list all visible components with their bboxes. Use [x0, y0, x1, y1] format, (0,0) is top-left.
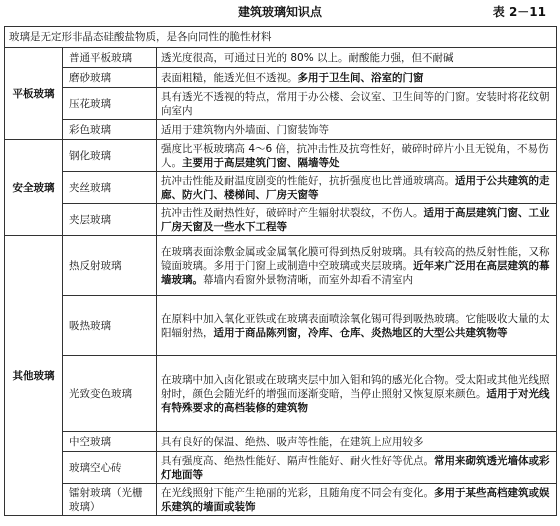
- category-label: 安全玻璃: [5, 140, 63, 236]
- table-row: [5, 204, 557, 236]
- glass-type: 玻璃空心砖: [63, 452, 157, 484]
- table-row: [5, 484, 557, 516]
- glass-description: 适用于建筑物内外墙面、门窗装饰等: [157, 120, 557, 140]
- glass-description: 在玻璃表面涂敷金属或金属氧化膜可得到热反射玻璃。具有较高的热反射性能，又称镜面玻璃。多用于门窗上或制造中空玻璃或夹层玻璃。近年来广泛用在高层建筑的幕墙玻璃。幕墙内看窗外景物清晰，而室外却看不清室内: [157, 236, 557, 296]
- document-title: 建筑玻璃知识点: [237, 5, 322, 19]
- table-row: [5, 140, 557, 172]
- table-row: [5, 120, 557, 140]
- glass-description: 在光线照射下能产生艳丽的光彩，且随角度不同会有变化。多用于某些高档建筑或娱乐建筑的墙面或装饰: [157, 484, 557, 516]
- table-row: [5, 236, 557, 296]
- category-label: 平板玻璃: [5, 48, 63, 140]
- table-row: [5, 356, 557, 432]
- glass-description: 在原料中加入氧化亚铁或在玻璃表面喷涂氧化锡可得到吸热玻璃。它能吸收大量的太阳辐射热，适用于商品陈列窗，冷库、仓库、炎热地区的大型公共建筑物等: [157, 296, 557, 356]
- glass-description: 具有良好的保温、绝热、吸声等性能，在建筑上应用较多: [157, 432, 557, 452]
- table-row: [5, 48, 557, 68]
- table-row: [5, 452, 557, 484]
- glass-type: 磨砂玻璃: [63, 68, 157, 88]
- glass-description: 透光度很高，可通过日光的 80% 以上。耐酸能力强，但不耐碱: [157, 48, 557, 68]
- glass-type: 镭射玻璃（光栅玻璃）: [63, 484, 157, 516]
- glass-description: 抗冲击性及耐热性好，破碎时产生辐射状裂纹，不伤人。适用于高层建筑门窗、工业厂房天窗及一些水下工程等: [157, 204, 557, 236]
- glass-description: 具有强度高、绝热性能好、隔声性能好、耐火性好等优点。常用来砌筑透光墙体或彩灯地面等: [157, 452, 557, 484]
- glass-type: 吸热玻璃: [63, 296, 157, 356]
- table-row: [5, 296, 557, 356]
- glass-type: 夹丝玻璃: [63, 172, 157, 204]
- category-label: 其他玻璃: [5, 236, 63, 516]
- glass-type: 彩色玻璃: [63, 120, 157, 140]
- intro-row: [5, 27, 557, 48]
- glass-type: 压花玻璃: [63, 88, 157, 120]
- table-row: [5, 432, 557, 452]
- glass-type: 光致变色玻璃: [63, 356, 157, 432]
- table-row: [5, 88, 557, 120]
- glass-description: 具有透光不透视的特点，常用于办公楼、会议室、卫生间等的门窗。安装时将花纹朝向室内: [157, 88, 557, 120]
- glass-type: 中空玻璃: [63, 432, 157, 452]
- glass-description: 强度比平板玻璃高 4～6 倍，抗冲击性及抗弯性好，破碎时碎片小且无锐角，不易伤人。主要用于高层建筑门窗、隔墙等处: [157, 140, 557, 172]
- glass-type: 夹层玻璃: [63, 204, 157, 236]
- glass-description: 抗冲击性能及耐温度剧变的性能好，抗折强度也比普通玻璃高。适用于公共建筑的走廊、防火门、楼梯间、厂房天窗等: [157, 172, 557, 204]
- glass-type: 钢化玻璃: [63, 140, 157, 172]
- glass-type: 普通平板玻璃: [63, 48, 157, 68]
- table-row: [5, 68, 557, 88]
- glass-type: 热反射玻璃: [63, 236, 157, 296]
- glass-knowledge-table: [4, 26, 557, 516]
- glass-description: 表面粗糙，能透光但不透视。多用于卫生间、浴室的门窗: [157, 68, 557, 88]
- glass-description: 在玻璃中加入卤化银或在玻璃夹层中加入钼和钨的感光化合物。受太阳或其他光线照射时，颜色会随光纤的增强而逐渐变暗，当停止照射又恢复原来颜色。适用于对光线有特殊要求的高档装修的建筑物: [157, 356, 557, 432]
- table-row: [5, 172, 557, 204]
- table-number: 表 2－11: [492, 5, 546, 19]
- intro-text: 玻璃是无定形非晶态硅酸盐物质，是各向同性的脆性材料: [5, 27, 557, 48]
